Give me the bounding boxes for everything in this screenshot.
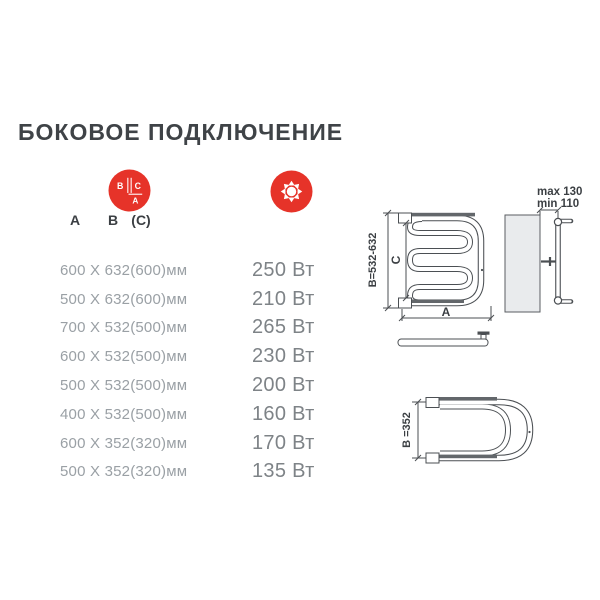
- column-header-a: A: [69, 212, 81, 228]
- dimension-icon-label-b: B: [117, 181, 124, 192]
- size-value: 600 X 632(600)мм: [60, 261, 188, 279]
- column-header-c: (C): [131, 212, 151, 228]
- air-vent-dot: [481, 269, 483, 271]
- wall-section: [505, 215, 540, 312]
- column-header-b: B: [107, 212, 119, 228]
- power-value: 265 Вт: [252, 316, 315, 339]
- size-value: 400 X 532(500)мм: [60, 405, 188, 423]
- table-row: [60, 342, 340, 371]
- top-rail-stripe: [439, 397, 497, 401]
- front-view-drawing: [367, 210, 494, 321]
- top-connector: [554, 218, 561, 225]
- table-row: [60, 256, 340, 285]
- heat-power-icon: [270, 170, 313, 213]
- tube-top-view: [398, 339, 488, 346]
- bottom-fitting: [426, 453, 439, 463]
- table-row: [60, 458, 340, 487]
- top-view-drawing: [398, 332, 490, 347]
- power-value: 210 Вт: [252, 287, 315, 310]
- bottom-rail-stripe: [439, 455, 497, 459]
- max-clearance-label: max 130: [537, 186, 583, 198]
- small-height-label: B =352: [401, 412, 413, 448]
- page-title: БОКОВОЕ ПОДКЛЮЧЕНИЕ: [18, 119, 344, 145]
- technical-drawings: [360, 170, 600, 500]
- table-row: [60, 371, 340, 400]
- power-value: 230 Вт: [252, 345, 315, 368]
- size-value: 500 X 352(320)мм: [60, 463, 188, 481]
- power-value: 135 Вт: [252, 460, 315, 483]
- small-view-drawing: [401, 397, 531, 463]
- power-value: 170 Вт: [252, 431, 315, 454]
- side-view-drawing: [505, 186, 582, 312]
- front-inner-height-label: C: [389, 255, 403, 265]
- size-value: 500 X 632(600)мм: [60, 290, 188, 308]
- top-fitting: [399, 213, 412, 223]
- air-vent-dot: [528, 431, 530, 433]
- table-row: [60, 400, 340, 429]
- bottom-connector: [554, 297, 561, 304]
- top-rail-stripe: [411, 213, 475, 217]
- dimension-icon-label-a: A: [132, 195, 139, 206]
- power-value: 200 Вт: [252, 374, 315, 397]
- front-width-label: A: [441, 305, 451, 319]
- front-height-label: B=532-632: [367, 232, 379, 288]
- dimension-b-small: [412, 399, 426, 461]
- dimensions-icon: [108, 169, 151, 212]
- size-value: 700 X 532(500)мм: [60, 319, 188, 337]
- size-value: 600 X 352(320)мм: [60, 434, 188, 452]
- min-clearance-label: min 110: [537, 198, 580, 210]
- spec-table: [60, 256, 340, 486]
- size-value: 600 X 532(500)мм: [60, 348, 188, 366]
- table-row: [60, 314, 340, 343]
- dimension-icon-label-c: C: [134, 181, 141, 192]
- top-fitting: [426, 398, 439, 408]
- table-row: [60, 285, 340, 314]
- size-value: 500 X 532(500)мм: [60, 377, 188, 395]
- power-value: 250 Вт: [252, 258, 315, 281]
- power-value: 160 Вт: [252, 402, 315, 425]
- table-row: [60, 429, 340, 458]
